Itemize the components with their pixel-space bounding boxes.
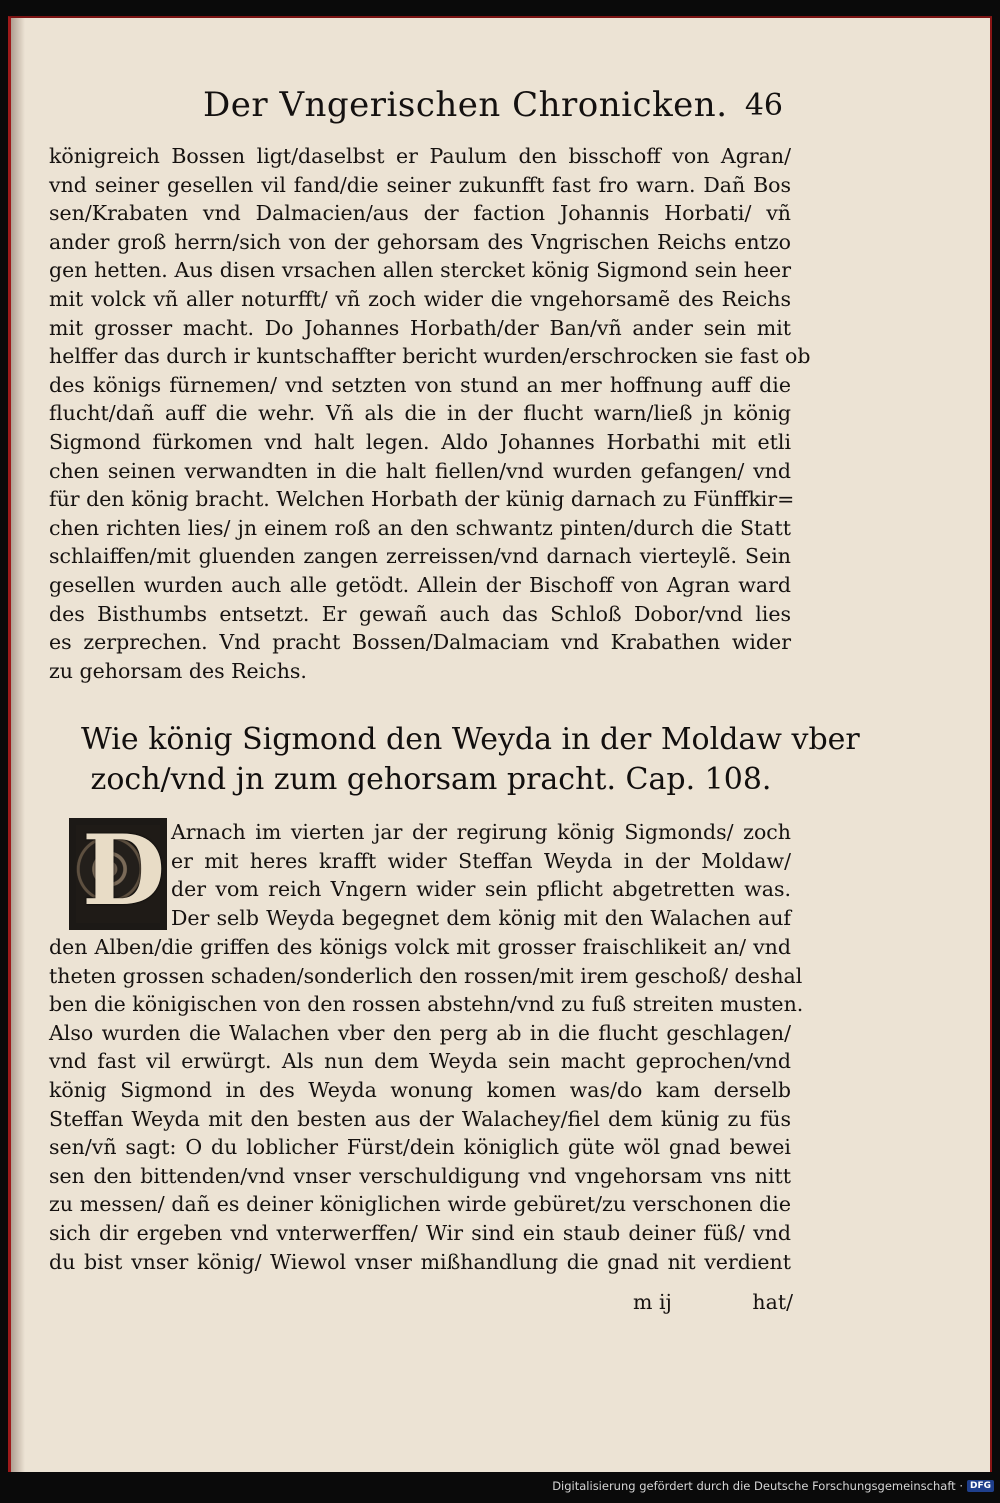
heading-line: zoch/vnd jn zum gehorsam pracht. Cap. 108. [90, 762, 772, 797]
text-line: sich dir ergeben vnd vnterwerffen/ Wir sind ein staub deiner füß/ vnd [49, 1220, 791, 1245]
text-line: für den könig bracht. Welchen Horbath der künig darnach zu Fünffkir= [49, 487, 795, 512]
text-line: chen richten lies/ jn einem roß an den schwantz pinten/durch die Statt [49, 515, 791, 540]
text-line: es zerprechen. Vnd pracht Bossen/Dalmaciam vnd Krabathen wider [49, 630, 791, 655]
text-line: zu gehorsam des Reichs. [49, 658, 307, 683]
decorated-initial [69, 814, 167, 930]
text-line: Steffan Weyda mit den besten aus der Walachey/fiel dem künig zu füs [49, 1106, 791, 1131]
text-line: Sigmond fürkomen vnd halt legen. Aldo Johannes Horbathi mit etli [49, 429, 791, 454]
text-line: königreich Bossen ligt/daselbst er Paulum den bisschoff von Agran/ [49, 144, 791, 168]
text-line: mit volck vñ aller noturfft/ vñ zoch wider die vngehorsamẽ des Reichs [49, 286, 791, 311]
text-line: den Alben/die griffen des königs volck mit grosser fraischlikeit an/ vnd [49, 935, 791, 959]
text-line: gen hetten. Aus disen vrsachen allen stercket könig Sigmond sein heer [49, 258, 791, 283]
catchword: hat/ [752, 1290, 793, 1314]
text-line: Also wurden die Walachen vber den perg ab in die flucht geschlagen/ [49, 1020, 791, 1045]
text-line: sen/Krabaten vnd Dalmacien/aus der faction Johannis Horbati/ vñ [49, 201, 791, 226]
initial-letter: D [82, 814, 166, 927]
paragraph-1 [49, 142, 811, 685]
text-line: helffer das durch ir kuntschaffter bericht wurden/erschrocken sie fast ob [49, 344, 811, 369]
digitization-credit [552, 1479, 994, 1493]
text-line: sen den bittenden/vnd vnser verschuldigung vnd vngehorsam vns nitt [49, 1163, 791, 1188]
text-line: mit grosser macht. Do Johannes Horbath/der Ban/vñ ander sein mit [49, 315, 791, 340]
text-line: ben die königischen von den rossen abstehn/vnd zu fuß streiten musten. [49, 992, 804, 1017]
running-title: Der Vngerischen Chronicken. [203, 85, 728, 125]
catchline [633, 1290, 793, 1314]
paragraph-2 [49, 933, 804, 1276]
text-line: Der selb Weyda begegnet dem könig mit den Walachen auf [171, 905, 791, 930]
text-line: Arnach im vierten jar der regirung könig Sigmonds/ zoch [171, 820, 791, 844]
credit-text: Digitalisierung gefördert durch die Deutsche Forschungsgemeinschaft · [552, 1479, 963, 1493]
chapter-heading [81, 720, 860, 800]
text-line: er mit heres krafft wider Steffan Weyda in der Moldaw/ [171, 848, 791, 873]
text-line: zu messen/ dañ es deiner königlichen wirde gebüret/zu verschonen die [49, 1192, 791, 1217]
text-line: der vom reich Vngern wider sein pflicht abgetretten was. [171, 877, 791, 902]
text-line: du bist vnser könig/ Wiewol vnser mißhandlung die gnad nit verdient [49, 1249, 791, 1274]
text-line: des Bisthumbs entsetzt. Er gewañ auch das Schloß Dobor/vnd lies [49, 601, 791, 626]
paragraph-2-opening [171, 818, 791, 932]
text-line: vnd seiner gesellen vil fand/die seiner zukunfft fast fro warn. Dañ Bos [49, 172, 791, 197]
text-line: vnd fast vil erwürgt. Als nun dem Weyda sein macht geprochen/vnd [49, 1049, 791, 1074]
text-line: ander groß herrn/sich von der gehorsam des Vngrischen Reichs entzo [49, 229, 791, 254]
signature-mark: m ij [633, 1290, 672, 1314]
text-line: des königs fürnemen/ vnd setzten von stund an mer hoffnung auff die [49, 372, 791, 397]
text-line: theten grossen schaden/sonderlich den rossen/mit irem geschoß/ deshal [49, 963, 803, 988]
running-head [203, 80, 783, 130]
dfg-logo: DFG [967, 1480, 994, 1492]
initial-ornament [76, 814, 166, 927]
book-page [8, 16, 992, 1472]
text-line: könig Sigmond in des Weyda wonung komen was/do kam derselb [49, 1077, 791, 1102]
text-line: sen/vñ sagt: O du loblicher Fürst/dein königlich güte wöl gnad bewei [49, 1135, 791, 1160]
text-line: chen seinen verwandten in die halt fiellen/vnd wurden gefangen/ vnd [49, 458, 791, 483]
heading-line: Wie könig Sigmond den Weyda in der Moldaw vber [81, 722, 860, 757]
text-line: schlaiffen/mit gluenden zangen zerreissen/vnd darnach vierteylẽ. Sein [49, 544, 791, 569]
text-line: flucht/dañ auff die wehr. Vñ als die in der flucht warn/ließ jn könig [49, 401, 791, 426]
text-line: gesellen wurden auch alle getödt. Allein der Bischoff von Agran ward [49, 572, 791, 597]
folio-number: 46 [744, 87, 783, 123]
